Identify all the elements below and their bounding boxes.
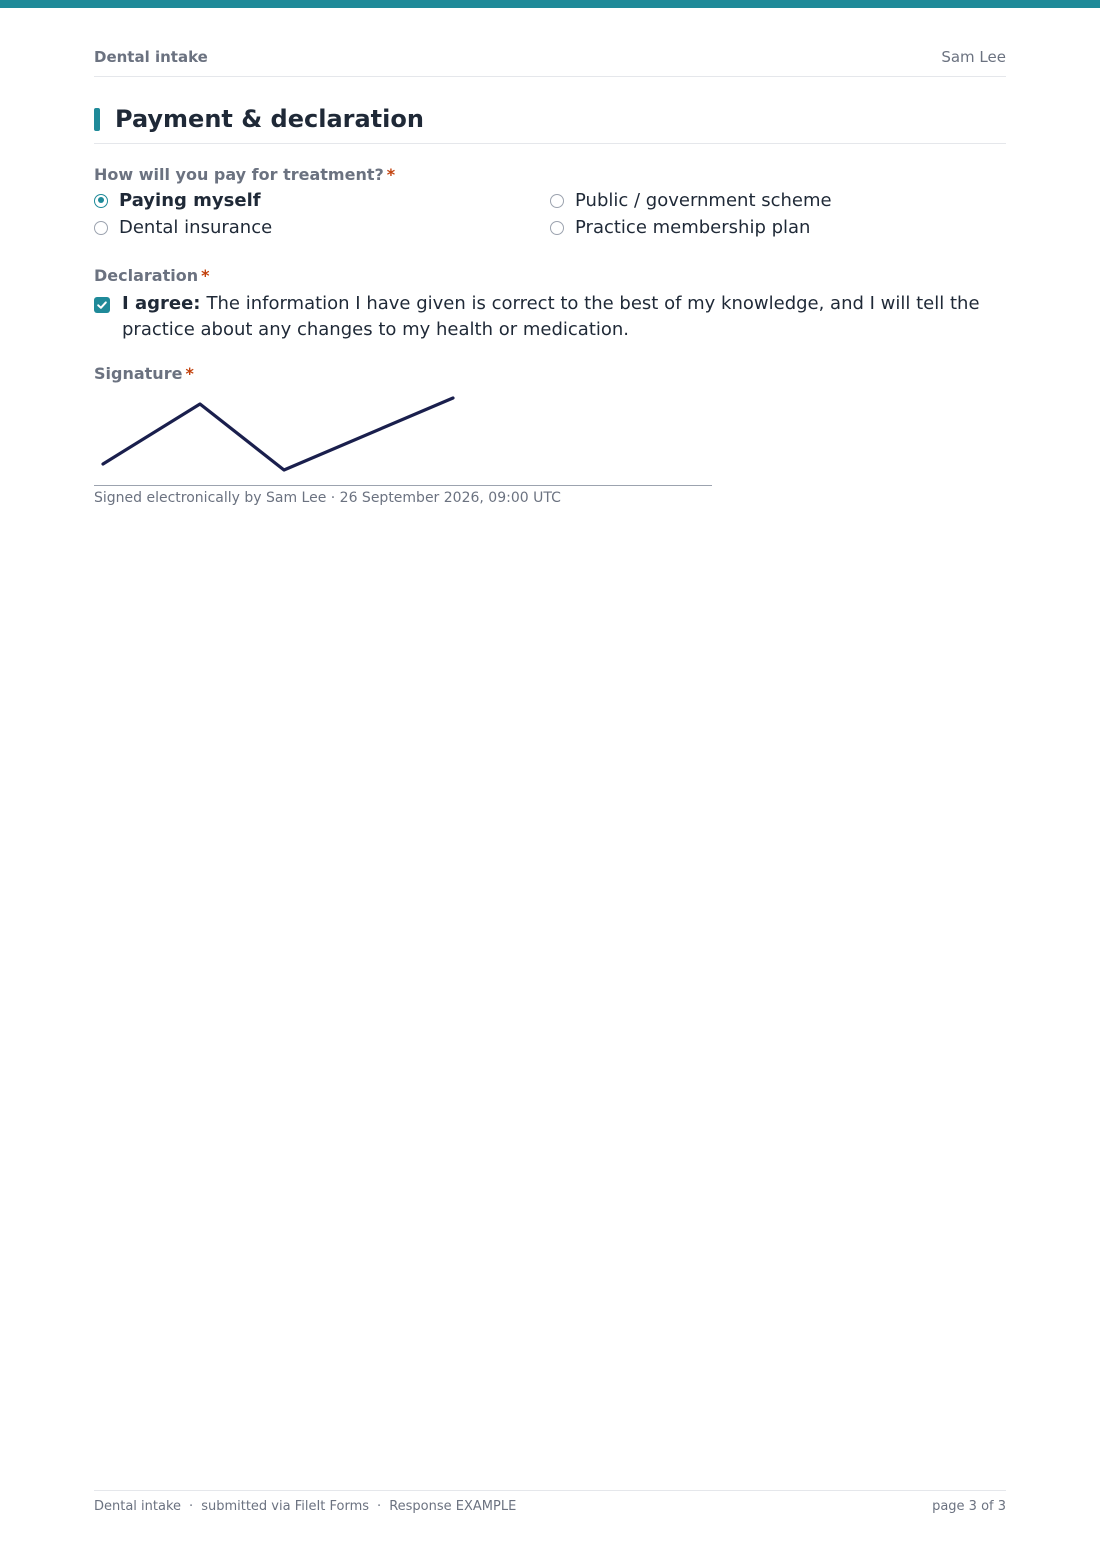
- footer-response-id: Response EXAMPLE: [389, 1499, 517, 1514]
- declaration-lead: I agree:: [122, 293, 201, 314]
- radio-option-paying-myself[interactable]: [94, 190, 261, 211]
- required-marker: *: [201, 266, 210, 285]
- signature-drawing: [94, 390, 712, 485]
- checkbox-checked-icon[interactable]: [94, 297, 110, 313]
- signature-pad[interactable]: [94, 390, 712, 486]
- radio-option-label: Paying myself: [119, 190, 261, 211]
- footer-submitted-via: submitted via FileIt Forms: [201, 1499, 370, 1514]
- declaration-body: The information I have given is correct to the best of my knowledge, and I will tell the practice about any changes to my health or medication.: [122, 293, 980, 340]
- footer-meta: [94, 1499, 516, 1514]
- radio-option-label: Public / government scheme: [575, 190, 832, 211]
- page-number: page 3 of 3: [932, 1499, 1006, 1514]
- radio-button-icon[interactable]: [550, 221, 564, 235]
- footer-separator: ·: [377, 1499, 382, 1514]
- radio-option-public-scheme[interactable]: [550, 190, 832, 211]
- top-accent-bar: [0, 0, 1100, 8]
- signature-label-text: Signature: [94, 364, 183, 383]
- radio-button-icon[interactable]: [550, 194, 564, 208]
- checkmark-icon: [96, 299, 108, 311]
- radio-option-membership-plan[interactable]: [550, 217, 810, 238]
- radio-button-selected-icon[interactable]: [94, 194, 108, 208]
- page-header: [94, 48, 1006, 77]
- footer-separator: ·: [189, 1499, 194, 1514]
- declaration-text: [122, 291, 992, 343]
- payment-question-text: How will you pay for treatment?: [94, 165, 384, 184]
- page-footer: [94, 1490, 1006, 1514]
- radio-button-icon[interactable]: [94, 221, 108, 235]
- signed-electronically-note: Signed electronically by Sam Lee · 26 September 2026, 09:00 UTC: [94, 490, 561, 506]
- respondent-name: Sam Lee: [941, 48, 1006, 66]
- radio-option-label: Practice membership plan: [575, 217, 811, 238]
- page-title: Payment & declaration: [115, 105, 424, 133]
- form-name: Dental intake: [94, 48, 208, 66]
- payment-question-label: [94, 165, 395, 184]
- declaration-label: [94, 266, 209, 285]
- footer-form-name: Dental intake: [94, 1499, 182, 1514]
- section-accent-bar: [94, 108, 100, 131]
- declaration-checkbox-row[interactable]: [94, 291, 1006, 343]
- section-heading: [94, 104, 1006, 144]
- radio-option-dental-insurance[interactable]: [94, 217, 272, 238]
- radio-option-label: Dental insurance: [119, 217, 273, 238]
- declaration-label-text: Declaration: [94, 266, 199, 285]
- required-marker: *: [386, 165, 396, 184]
- required-marker: *: [185, 364, 194, 383]
- signature-label: [94, 364, 194, 383]
